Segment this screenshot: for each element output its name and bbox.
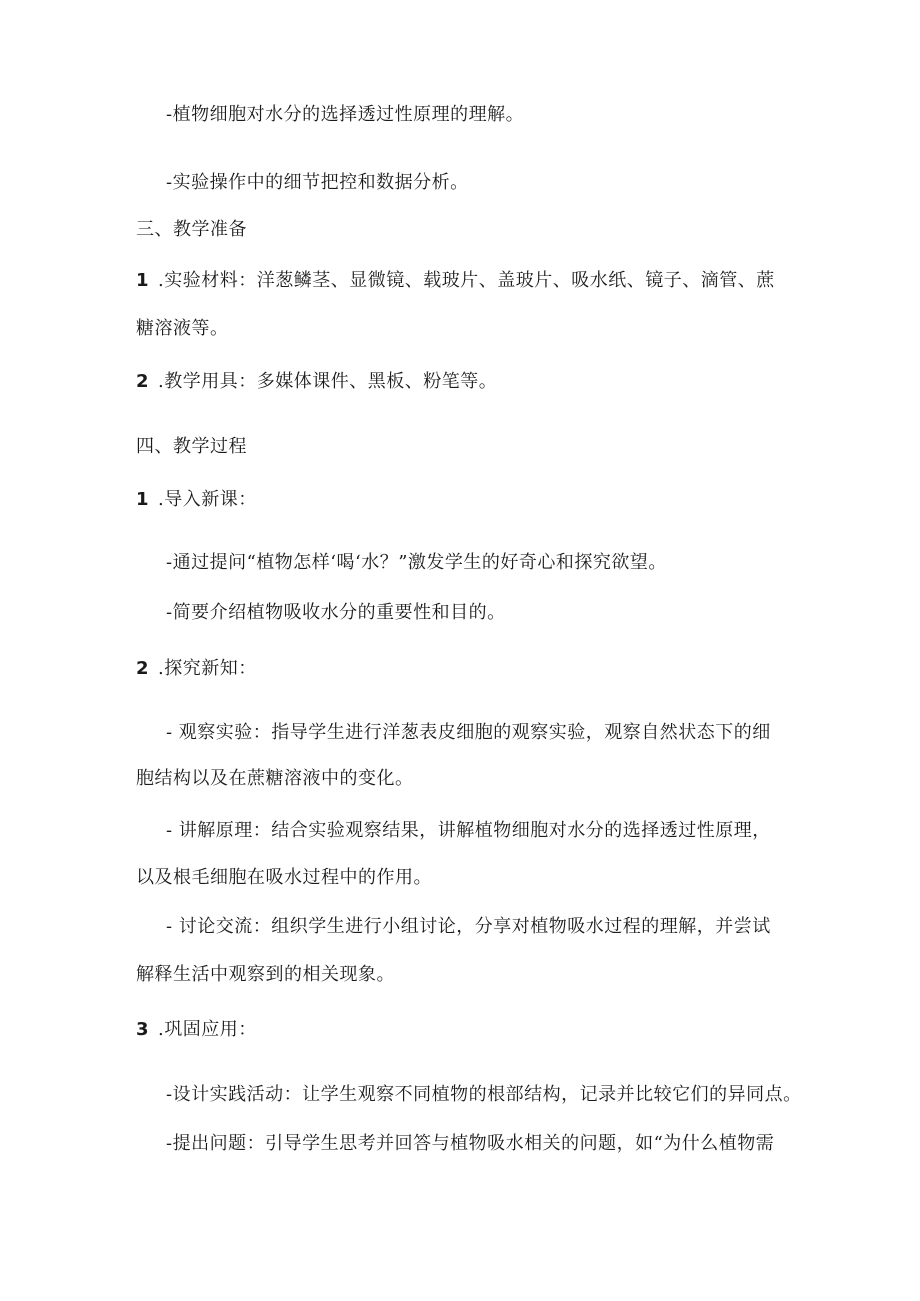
- continuation-line: 糖溶液等。: [136, 318, 229, 339]
- item-text: .导入新课：: [158, 489, 257, 510]
- continuation-line: 胞结构以及在蔗糖溶液中的变化。: [136, 768, 414, 789]
- bullet-line: -实验操作中的细节把控和数据分析。: [166, 172, 469, 193]
- bullet-line: -通过提问“植物怎样‘喝‘水？”激发学生的好奇心和探究欲望。: [166, 552, 667, 573]
- item-text: .实验材料：洋葱鳞茎、显微镜、载玻片、盖玻片、吸水纸、镜子、滴管、蔗: [158, 270, 775, 291]
- numbered-item: [136, 1017, 257, 1043]
- bullet-line: -设计实践活动：让学生观察不同植物的根部结构，记录并比较它们的异同点。: [166, 1084, 802, 1105]
- bullet-line: -简要介绍植物吸收水分的重要性和目的。: [166, 602, 506, 623]
- bullet-line: -植物细胞对水分的选择透过性原理的理解。: [166, 104, 525, 125]
- continuation-line: 以及根毛细胞在吸水过程中的作用。: [136, 867, 432, 888]
- numbered-item: [136, 656, 257, 682]
- item-text: .巩固应用：: [158, 1019, 257, 1040]
- continuation-line: 解释生活中观察到的相关现象。: [136, 964, 395, 985]
- bullet-line: - 讲解原理：结合实验观察结果，讲解植物细胞对水分的选择透过性原理，: [166, 820, 771, 841]
- numbered-item: [136, 487, 257, 513]
- item-text: .教学用具：多媒体课件、黑板、粉笔等。: [158, 371, 498, 392]
- item-number: 2: [136, 371, 150, 392]
- item-number: 1: [136, 270, 150, 291]
- item-number: 2: [136, 658, 150, 679]
- numbered-item: [136, 369, 497, 395]
- item-text: .探究新知：: [158, 658, 257, 679]
- item-number: 1: [136, 489, 150, 510]
- section-heading: 四、教学过程: [136, 436, 247, 457]
- bullet-line: - 观察实验：指导学生进行洋葱表皮细胞的观察实验，观察自然状态下的细: [166, 722, 771, 743]
- bullet-line: -提出问题：引导学生思考并回答与植物吸水相关的问题，如“为什么植物需: [166, 1133, 775, 1154]
- section-heading: 三、教学准备: [136, 219, 247, 240]
- numbered-item: [136, 268, 775, 294]
- item-number: 3: [136, 1019, 150, 1040]
- bullet-line: - 讨论交流：组织学生进行小组讨论，分享对植物吸水过程的理解，并尝试: [166, 916, 771, 937]
